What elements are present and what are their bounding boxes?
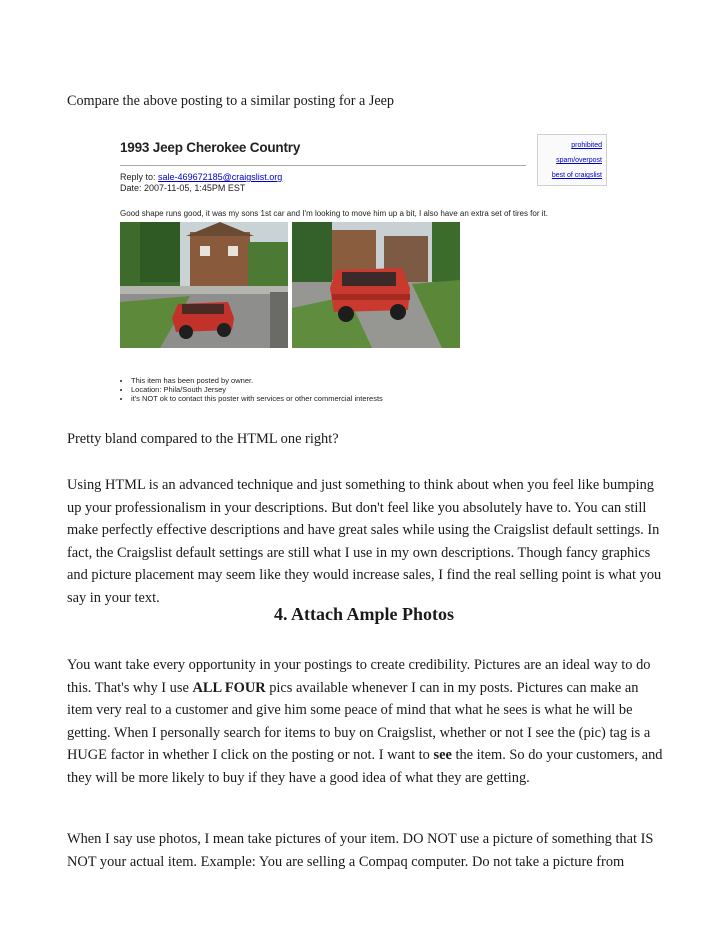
reply-line <box>120 172 282 183</box>
posting-title: 1993 Jeep Cherokee Country <box>120 140 301 155</box>
paragraph-photos-credibility <box>67 654 667 790</box>
posting-date: Date: 2007-11-05, 1:45PM EST <box>120 183 246 193</box>
paragraph-html-technique: Using HTML is an advanced technique and just something to think about when you feel like bumping up your professionalism in your descriptions. But don't feel like you absolutely have to. You can still make perfectly effective descriptions and have great sales while using the Craigslist default settings. In fact, the Craigslist default settings are still what I use in my own descriptions. Though fancy graphics and picture placement may seem like they would increase sales, I find the real selling point is what you say in your text. <box>67 477 662 606</box>
jeep-photo-2-image <box>292 222 460 348</box>
p3-part-c: pics available whenever I can in my posts. Pictures can make an item very real to a customer and give him some peace of mind that what he sees is what he will be getting. When I personally search for items to buy on Craigslist, whether or not I see the (pic) tag is a HUGE factor in whether I click on the posting or not. I want to <box>67 679 651 764</box>
intro-text: Compare the above posting to a similar posting for a Jeep <box>67 93 395 109</box>
paragraph-bland: Pretty bland compared to the HTML one right? <box>67 431 339 447</box>
flag-box <box>537 134 607 186</box>
flag-link-prohibited[interactable]: prohibited <box>571 142 602 149</box>
bullet-posted-by-owner: • This item has been posted by owner. <box>131 376 383 385</box>
bullet-location: • Location: Phila/South Jersey <box>131 385 383 394</box>
jeep-photo-1-image <box>120 222 288 348</box>
jeep-photo-1 <box>120 222 288 348</box>
reply-email-link[interactable]: sale-469672185@craigslist.org <box>158 172 283 182</box>
jeep-photo-2 <box>292 222 460 348</box>
section-heading: 4. Attach Ample Photos <box>274 604 454 624</box>
posting-divider <box>120 165 526 166</box>
bullet-no-commercial: • it's NOT ok to contact this poster with services or other commercial interests <box>131 394 383 403</box>
p3-part-e: the item. So do your customers, and they will be more likely to buy if they have a good idea of what they are getting. <box>67 747 663 786</box>
p3-part-a: You want take every opportunity in your postings to create credibility. Pictures are an ideal way to do this. That's why I use <box>67 657 651 696</box>
p3-all-four: ALL FOUR <box>192 679 266 696</box>
posting-description: Good shape runs good, it was my sons 1st car and I'm looking to move him up a bit, I also have an extra set of tires for it. <box>120 209 548 218</box>
reply-block <box>120 172 282 194</box>
p3-see: see <box>433 747 452 764</box>
craigslist-posting-screenshot <box>112 134 612 404</box>
flag-link-spam[interactable]: spam/overpost <box>556 157 602 164</box>
flag-link-best-of[interactable]: best of craigslist <box>551 172 602 179</box>
paragraph-use-photos: When I say use photos, I mean take pictures of your item. DO NOT use a picture of something that IS NOT your actual item. Example: You are selling a Compaq computer. Do not take a picture from <box>67 831 654 870</box>
reply-label: Reply to: <box>120 172 156 182</box>
posting-bullet-list <box>120 376 383 403</box>
